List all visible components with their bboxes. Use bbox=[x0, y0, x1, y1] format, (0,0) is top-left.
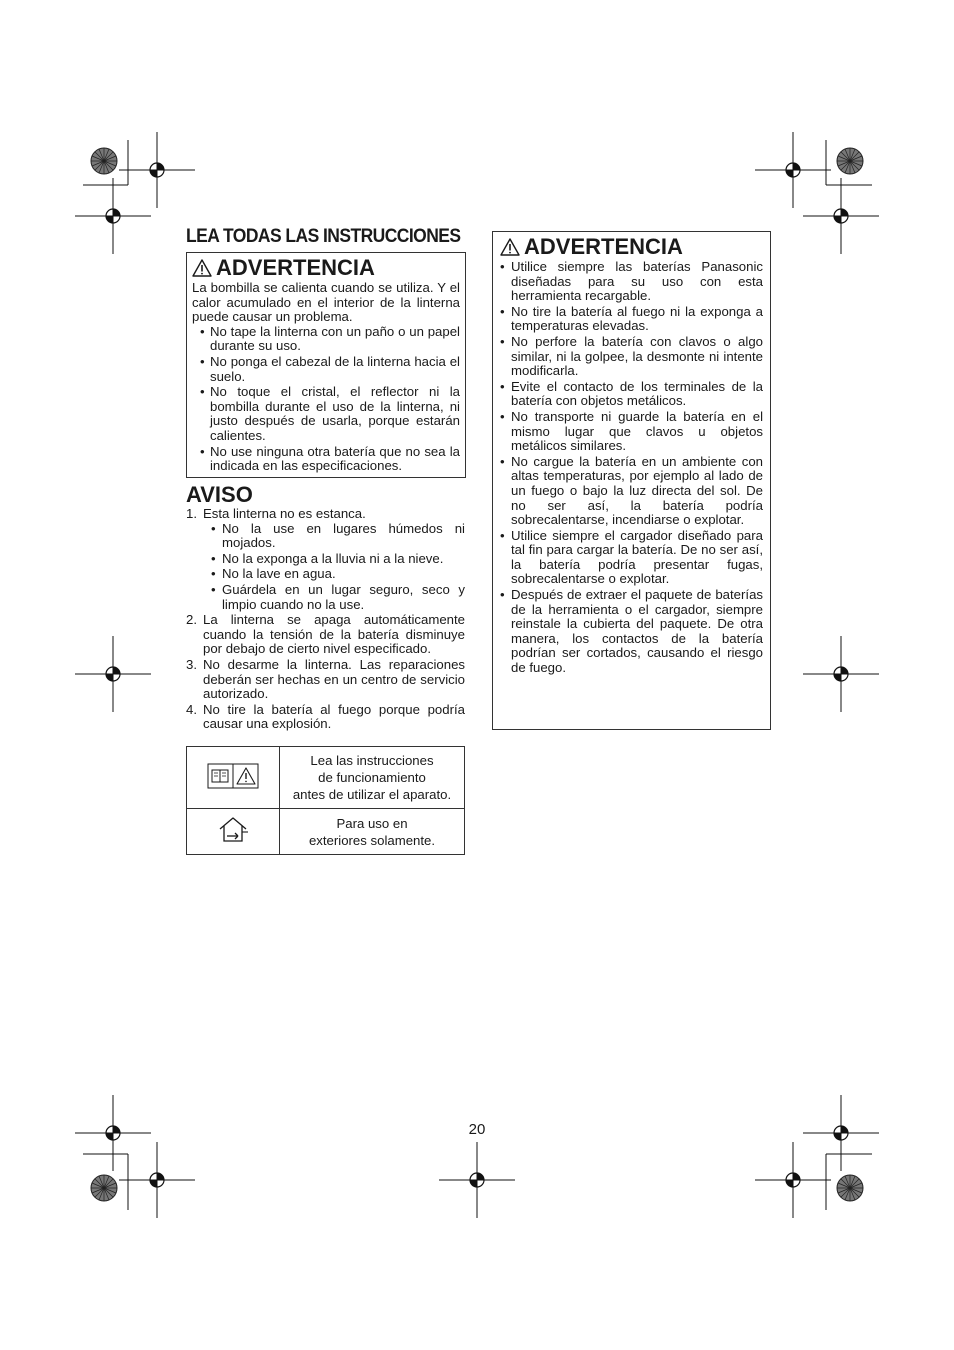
list-item: • No la lave en agua. bbox=[211, 567, 465, 582]
aviso-section bbox=[186, 507, 465, 733]
warning-title bbox=[192, 255, 460, 281]
symbol-description bbox=[280, 747, 465, 809]
list-item: • No ponga el cabezal de la linterna hacia el suelo. bbox=[200, 355, 460, 384]
list-item bbox=[186, 703, 465, 732]
list-item: • No tape la linterna con un paño o un papel durante su uso. bbox=[200, 325, 460, 354]
warning-title-text: ADVERTENCIA bbox=[216, 255, 375, 280]
warning-box-lamp bbox=[186, 252, 466, 478]
table-row bbox=[187, 747, 465, 809]
item-number: 1. bbox=[186, 506, 197, 521]
warning-triangle-icon bbox=[500, 238, 520, 256]
outdoor-house-icon bbox=[216, 815, 250, 845]
description-line: antes de utilizar el aparato. bbox=[292, 787, 452, 802]
list-item: • Utilice siempre las baterías Panasonic diseñadas para su uso con esta herramienta recargable. bbox=[500, 260, 763, 304]
item-text: Esta linterna no es estanca. bbox=[203, 506, 366, 521]
item-number: 3. bbox=[186, 656, 197, 672]
warning-title-text: ADVERTENCIA bbox=[524, 234, 683, 259]
list-item: • No use ninguna otra batería que no sea la indicada en las especificaciones. bbox=[200, 445, 460, 474]
sub-list bbox=[211, 522, 465, 613]
list-item: • No la use en lugares húmedos ni mojados. bbox=[211, 522, 465, 551]
description-line: Lea las instrucciones bbox=[310, 753, 434, 768]
table-row bbox=[187, 809, 465, 855]
page-number: 20 bbox=[468, 1121, 486, 1138]
warning-title bbox=[500, 234, 763, 260]
list-item: • No tire la batería al fuego ni la exponga a temperaturas elevadas. bbox=[500, 305, 763, 334]
warning-intro: La bombilla se calienta cuando se utiliza. Y el calor acumulado en el interior de la linterna puede causar un problema. bbox=[192, 280, 460, 325]
description-line: de funcionamiento bbox=[318, 770, 426, 785]
list-item: • No toque el cristal, el reflector ni la bombilla durante el uso de la linterna, ni justo después de usarla, porque estarán calientes. bbox=[200, 385, 460, 443]
list-item bbox=[186, 507, 465, 612]
list-item: • Utilice siempre el cargador diseñado para tal fin para cargar la batería. De no ser así, la batería podría presentar fugas, sobrecalentarse o explotar. bbox=[500, 529, 763, 587]
list-item: • Guárdela en un lugar seguro, seco y limpio cuando no la use. bbox=[211, 583, 465, 612]
symbol-description bbox=[280, 809, 465, 855]
warning-triangle-icon bbox=[192, 259, 212, 277]
list-item: • No transporte ni guarde la batería en el mismo lugar que clavos u objetos metálicos similares. bbox=[500, 410, 763, 454]
item-number: 4. bbox=[186, 701, 197, 717]
warning-list bbox=[200, 325, 460, 474]
warning-list bbox=[500, 260, 763, 676]
list-item: • No la exponga a la lluvia ni a la nieve. bbox=[211, 552, 465, 567]
symbols-table bbox=[186, 746, 465, 855]
list-item: • No cargue la batería en un ambiente con altas temperaturas, por ejemplo al lado de un fuego o bajo la luz directa del sol. De no ser así, la batería podría sobrecalentarse, incendiarse o explotar. bbox=[500, 455, 763, 528]
item-text: No desarme la linterna. Las reparaciones deberán ser hechas en un centro de servicio autorizado. bbox=[203, 656, 465, 702]
aviso-list bbox=[186, 507, 465, 732]
item-text: No tire la batería al fuego porque podría causar una explosión. bbox=[203, 701, 465, 732]
list-item: • Evite el contacto de los terminales de la batería con objetos metálicos. bbox=[500, 380, 763, 409]
symbol-cell bbox=[187, 809, 280, 855]
description-line: exteriores solamente. bbox=[308, 832, 436, 848]
aviso-title: AVISO bbox=[186, 482, 253, 507]
symbol-cell bbox=[187, 747, 280, 809]
list-item bbox=[186, 658, 465, 702]
item-text: La linterna se apaga automáticamente cuando la tensión de la batería disminuye por debajo de cierto nivel especificado. bbox=[203, 612, 465, 657]
item-number: 2. bbox=[186, 612, 197, 628]
description-line: Para uso en bbox=[336, 815, 408, 831]
list-item: • Después de extraer el paquete de baterías de la herramienta o el cargador, siempre reinstale la cubierta del paquete. De otra manera, los contactos de la batería podrían ser cortados, causando el riesgo de fuego. bbox=[500, 588, 763, 676]
page-heading: LEA TODAS LAS INSTRUCCIONES bbox=[186, 226, 461, 247]
book-warning-icon bbox=[207, 763, 259, 789]
warning-box-battery bbox=[492, 231, 771, 730]
list-item: • No perfore la batería con clavos o algo similar, ni la golpee, la desmonte ni intente modificarla. bbox=[500, 335, 763, 379]
list-item bbox=[186, 613, 465, 657]
